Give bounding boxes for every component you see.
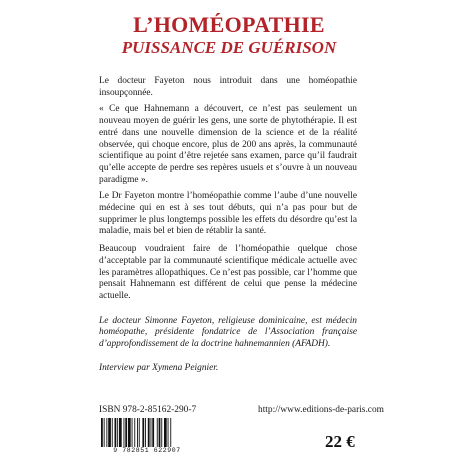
barcode-bar [145, 418, 146, 447]
barcode-bar [134, 418, 135, 447]
barcode-bar [159, 418, 161, 447]
barcode-digits: 9 782851 622907 [113, 447, 181, 454]
barcode-bars [99, 418, 195, 447]
barcode-bar [101, 418, 103, 447]
barcode-bar [151, 418, 152, 447]
barcode-bar [164, 418, 167, 447]
barcode-bar [117, 418, 118, 447]
author-bio: Le docteur Simonne Fayeton, religieuse dominicaine, est médecin homéopathe, présidente fondatrice de l’Association française d’approfondissement de la doctrine hahnemannien (AFADH). [99, 315, 357, 350]
blurb-paragraph-intro: Le docteur Fayeton nous introduit dans une homéopathie insoupçonnée. [99, 76, 357, 98]
book-title: L’HOMÉOPATHIE [133, 12, 325, 37]
barcode-bar [124, 418, 125, 447]
barcode-bar [125, 418, 127, 447]
barcode-bar [142, 418, 144, 447]
barcode-bar [108, 418, 111, 447]
barcode-bar [104, 418, 105, 447]
interview-credit: Interview par Xymena Peignier. [99, 362, 219, 373]
barcode-bar [161, 418, 162, 447]
barcode-bar [106, 418, 107, 447]
barcode-bar [168, 418, 169, 447]
barcode-bar [115, 418, 117, 447]
blurb-paragraph-quote: « Ce que Hahnemann a découvert, ce n’est pas seulement un nouveau moyen de guérir les gens, une sorte de phytothérapie. Il est entré dans une nouvelle dimension de la science et de la réalité observée, qui choque encore, plus de 200 ans après, la communauté scientifique au point d’être rejetée sans examen, parce qu’il faudrait qu’elle accepte de perdre ses repères usuels et s’ouvre à un nouveau paradigme ». [99, 104, 357, 185]
barcode-bar [148, 418, 150, 447]
barcode-bar [128, 418, 131, 447]
isbn-number: ISBN 978-2-85162-290-7 [99, 405, 197, 415]
barcode-bar [139, 418, 140, 447]
blurb-paragraph-dawn: Le Dr Fayeton montre l’homéopathie comme l’aube d’une nouvelle médecine qui en est à ses tout débuts, qui n’a pas pour but de supprimer le plus longtemps possible les effets du désordre qu’est la maladie, mais bel et bien de rétablir la santé. [99, 191, 357, 237]
barcode-bar [157, 418, 158, 447]
price-label: 22 € [325, 432, 355, 451]
publisher-url: http://www.editions-de-paris.com [258, 405, 384, 415]
blurb-text [99, 76, 357, 379]
barcode-bar [170, 418, 171, 447]
barcode-bar [132, 418, 133, 447]
barcode-bar [119, 418, 122, 447]
barcode-bar [112, 418, 113, 447]
blurb-paragraph-acceptance: Beaucoup voudraient faire de l’homéopathie quelque chose d’acceptable par la communauté scientifique médicale actuelle avec les paramètres allopathiques. Ce n’est pas possible, car l’homme que pensait Hahnemann est différent de celui que pense la médecine actuelle. [99, 244, 357, 301]
barcode-bar [152, 418, 154, 447]
book-subtitle: PUISSANCE DE GUÉRISON [121, 38, 337, 57]
barcode-bar [137, 418, 138, 447]
